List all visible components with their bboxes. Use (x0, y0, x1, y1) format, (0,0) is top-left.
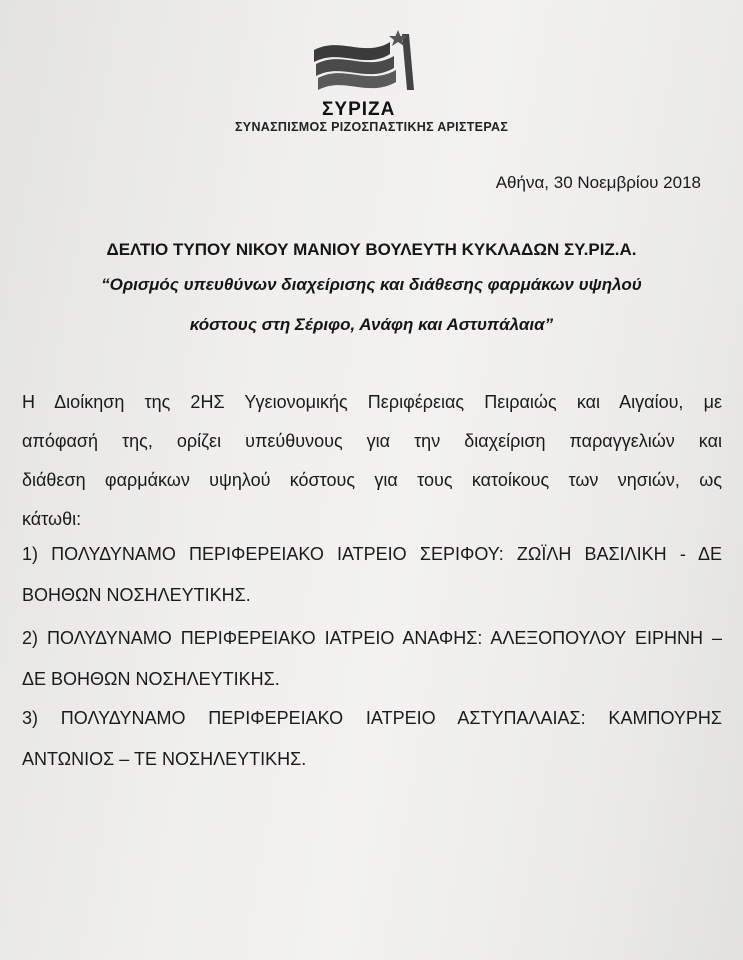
intro-line: Η Διοίκηση της 2ΗΣ Υγειονομικής Περιφέρειας Πειραιώς και Αιγαίου, με (22, 392, 722, 412)
list-item-line: 3) ΠΟΛΥΔΥΝΑΜΟ ΠΕΡΙΦΕΡΕΙΑΚΟ ΙΑΤΡΕΙΟ ΑΣΤΥΠΑΛΑΙΑΣ: ΚΑΜΠΟΥΡΗΣ (22, 708, 722, 728)
list-item (22, 698, 722, 780)
list-item-line: ΒΟΗΘΩΝ ΝΟΣΗΛΕΥΤΙΚΗΣ. (22, 585, 251, 605)
syriza-flag-star-logo (310, 28, 420, 100)
press-release-subject-line-1: “Ορισμός υπευθύνων διαχείρισης και διάθεσης φαρμάκων υψηλού (101, 275, 642, 294)
list-item-line: ΔΕ ΒΟΗΘΩΝ ΝΟΣΗΛΕΥΤΙΚΗΣ. (22, 669, 280, 689)
intro-line: κάτωθι: (22, 509, 82, 529)
intro-paragraph (22, 383, 722, 539)
list-item-line: 2) ΠΟΛΥΔΥΝΑΜΟ ΠΕΡΙΦΕΡΕΙΑΚΟ ΙΑΤΡΕΙΟ ΑΝΑΦΗΣ: ΑΛΕΞΟΠΟΥΛΟΥ ΕΙΡΗΝΗ – (22, 628, 722, 648)
list-item (22, 534, 722, 616)
intro-line: απόφασή της, ορίζει υπεύθυνους για την διαχείριση παραγγελιών και (22, 431, 722, 451)
list-item (22, 618, 722, 700)
intro-line: διάθεση φαρμάκων υψηλού κόστους για τους κατοίκους των νησιών, ως (22, 470, 722, 490)
list-item-line: 1) ΠΟΛΥΔΥΝΑΜΟ ΠΕΡΙΦΕΡΕΙΑΚΟ ΙΑΤΡΕΙΟ ΣΕΡΙΦΟΥ: ΖΩΪΛΗ ΒΑΣΙΛΙΚΗ - ΔΕ (22, 544, 722, 564)
list-item-line: ΑΝΤΩΝΙΟΣ – ΤΕ ΝΟΣΗΛΕΥΤΙΚΗΣ. (22, 749, 307, 769)
press-release-page: ΣΥΡΙΖΑ ΣΥΝΑΣΠΙΣΜΟΣ ΡΙΖΟΣΠΑΣΤΙΚΗΣ ΑΡΙΣΤΕΡΑΣ Αθήνα, 30 Νοεμβρίου 2018 ΔΕΛΤΙΟ ΤΥΠΟΥ ΝΙΚΟΥ ΜΑΝΙΟΥ ΒΟΥΛΕΥΤΗ ΚΥΚΛΑΔΩΝ ΣΥ.ΡΙΖ.Α. “Ορισμός υπευθύνων διαχείρισης και διάθεσης φαρμάκων υψηλού κόστους στη Σέριφο, Ανάφη και Αστυπάλαια” Η Διοίκηση της 2ΗΣ Υγειονομικής Περιφέρειας Πειραιώς και Αιγαίου, με απόφασή της, ορίζει υπεύθυνους για την διαχείριση παραγγελιών και διάθεση φαρμάκων υψηλού κόστους για τους κατοίκους των νησιών, ως κάτωθι: 1) ΠΟΛΥΔΥΝΑΜΟ ΠΕΡΙΦΕΡΕΙΑΚΟ ΙΑΤΡΕΙΟ ΣΕΡΙΦΟΥ: ΖΩΪΛΗ ΒΑΣΙΛΙΚΗ - ΔΕ ΒΟΗΘΩΝ ΝΟΣΗΛΕΥΤΙΚΗΣ. 2) ΠΟΛΥΔΥΝΑΜΟ ΠΕΡΙΦΕΡΕΙΑΚΟ ΙΑΤΡΕΙΟ ΑΝΑΦΗΣ: ΑΛΕΞΟΠΟΥΛΟΥ ΕΙΡΗΝΗ – ΔΕ ΒΟΗΘΩΝ ΝΟΣΗΛΕΥΤΙΚΗΣ. 3) ΠΟΛΥΔΥΝΑΜΟ ΠΕΡΙΦΕΡΕΙΑΚΟ ΙΑΤΡΕΙΟ ΑΣΤΥΠΑΛΑΙΑΣ: ΚΑΜΠΟΥΡΗΣ ΑΝΤΩΝΙΟΣ – ΤΕ ΝΟΣΗΛΕΥΤΙΚΗΣ. (0, 0, 743, 960)
date-line: Αθήνα, 30 Νοεμβρίου 2018 (495, 173, 701, 192)
party-subtitle: ΣΥΝΑΣΠΙΣΜΟΣ ΡΙΖΟΣΠΑΣΤΙΚΗΣ ΑΡΙΣΤΕΡΑΣ (235, 120, 509, 134)
press-release-subject-line-2: κόστους στη Σέριφο, Ανάφη και Αστυπάλαια” (189, 315, 554, 334)
press-release-title: ΔΕΛΤΙΟ ΤΥΠΟΥ ΝΙΚΟΥ ΜΑΝΙΟΥ ΒΟΥΛΕΥΤΗ ΚΥΚΛΑΔΩΝ ΣΥ.ΡΙΖ.Α. (106, 240, 637, 259)
